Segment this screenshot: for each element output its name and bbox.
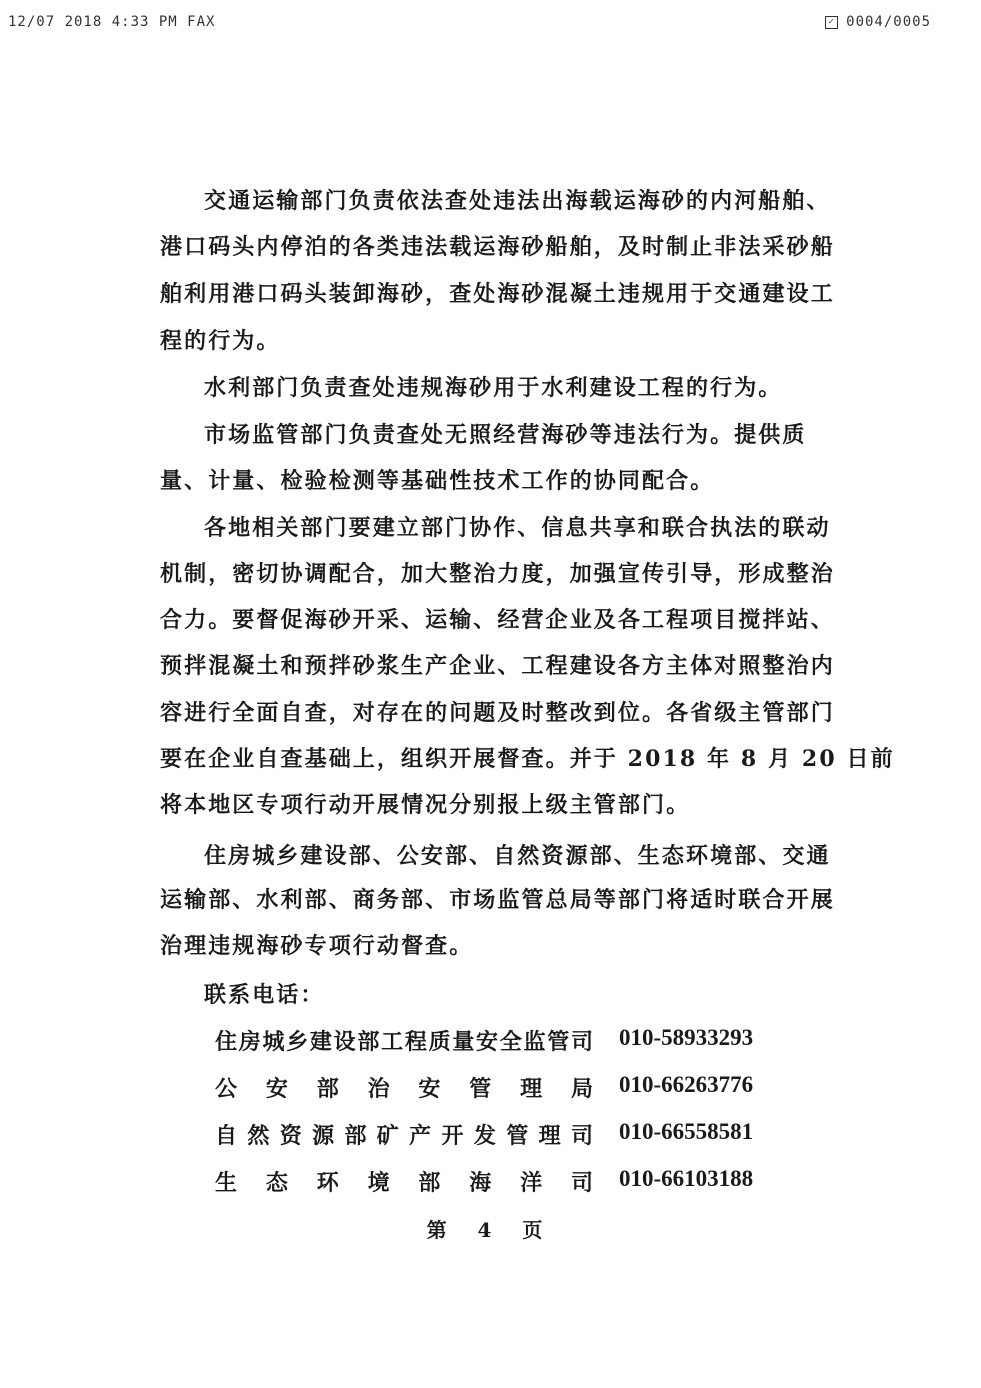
contact-phone: 010-66558581	[619, 1119, 754, 1144]
contact-phone: 010-66103188	[619, 1166, 754, 1191]
contact-row	[215, 1025, 753, 1056]
paragraph-line: 程的行为。	[160, 328, 281, 354]
paragraph-line: 合力。要督促海砂开采、运输、经营企业及各工程项目搅拌站、	[160, 607, 835, 633]
contact-department: 住房城乡建设部工程质量安全监管司	[215, 1029, 593, 1055]
page-number: 第 4 页	[426, 1218, 555, 1242]
paragraph-line: 运输部、水利部、商务部、市场监管总局等部门将适时联合开展	[160, 887, 835, 913]
paragraph-first-line: 水利部门负责查处违规海砂用于水利建设工程的行为。	[204, 375, 783, 401]
fax-page-icon: ✓	[825, 16, 838, 29]
paragraph-line: 机制，密切协调配合，加大整治力度，加强宣传引导，形成整治	[160, 561, 835, 587]
contact-department: 生态环境部海洋司	[215, 1170, 593, 1196]
paragraph-line: 量、计量、检验检测等基础性技术工作的协同配合。	[160, 468, 715, 494]
paragraph-line: 舶利用港口码头装卸海砂，查处海砂混凝土违规用于交通建设工	[160, 281, 835, 307]
fax-page-counter: 0004/0005	[846, 14, 931, 30]
paragraph-first-line: 市场监管部门负责查处无照经营海砂等违法行为。提供质	[204, 422, 807, 448]
paragraph-first-line: 各地相关部门要建立部门协作、信息共享和联合执法的联动	[204, 515, 831, 541]
contact-phone: 010-58933293	[619, 1025, 754, 1050]
paragraph-first-line: 交通运输部门负责依法查处违法出海载运海砂的内河船舶、	[204, 188, 831, 214]
contact-department: 自然资源部矿产开发管理司	[215, 1123, 593, 1149]
paragraph-line: 要在企业自查基础上，组织开展督查。并于 2018 年 8 月 20 日前	[160, 746, 895, 772]
paragraph-line: 治理违规海砂专项行动督查。	[160, 933, 474, 959]
paragraph-line: 港口码头内停泊的各类违法载运海砂船舶，及时制止非法采砂船	[160, 234, 835, 260]
paragraph-first-line: 住房城乡建设部、公安部、自然资源部、生态环境部、交通	[204, 843, 831, 869]
paragraph-line: 预拌混凝土和预拌砂浆生产企业、工程建设各方主体对照整治内	[160, 653, 835, 679]
contact-phone: 010-66263776	[619, 1072, 754, 1097]
contact-department: 公安部治安管理局	[215, 1076, 593, 1102]
contact-row	[215, 1166, 753, 1197]
fax-timestamp: 12/07 2018 4:33 PM FAX	[8, 14, 216, 30]
paragraph-first-line: 联系电话：	[204, 982, 325, 1008]
paragraph-line: 将本地区专项行动开展情况分别报上级主管部门。	[160, 792, 691, 818]
paragraph-line: 容进行全面自查，对存在的问题及时整改到位。各省级主管部门	[160, 700, 835, 726]
contact-row	[215, 1072, 753, 1103]
contact-row	[215, 1119, 753, 1150]
fax-page-counter-group	[825, 14, 931, 30]
